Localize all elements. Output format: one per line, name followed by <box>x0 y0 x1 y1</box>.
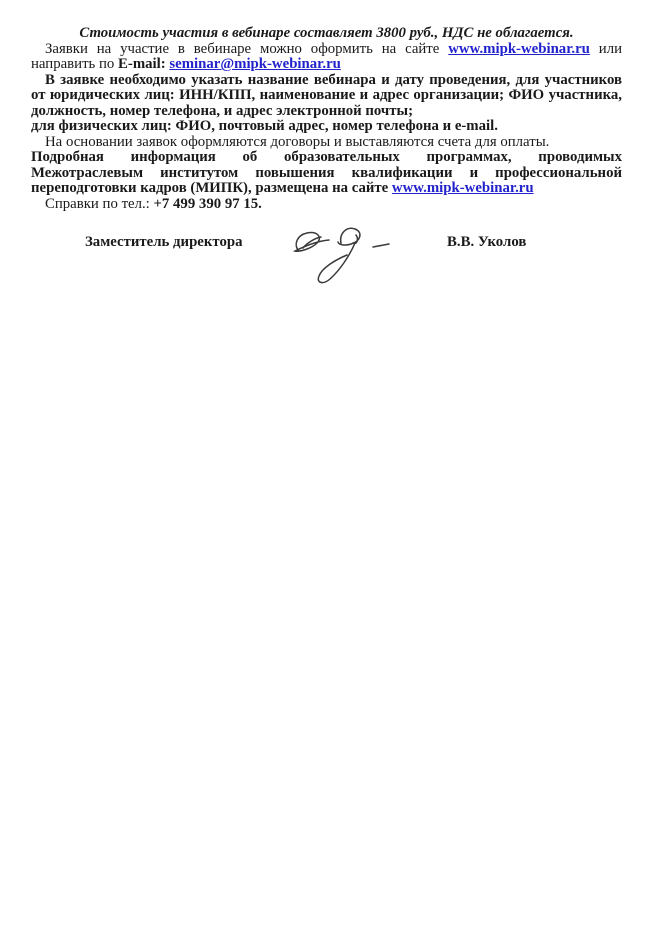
requirements-paragraph: В заявке необходимо указать название вебинара и дату проведения, для участников от юридических лиц: ИНН/КПП, наименование и адрес организации; ФИО участника, должность, номер телефона, и адрес электронной почты; <box>31 71 622 119</box>
application-text-2: или направить по <box>31 40 623 72</box>
info-paragraph <box>31 150 622 197</box>
info-text: Подробная информация об образовательных программах, проводимых Межотраслевым институтом повышения квалификации и профессиональной переподготовки кадров (МИПК), размещена на сайте <box>31 149 622 196</box>
email-label: E-mail: <box>118 56 170 72</box>
signature-image <box>289 221 401 293</box>
individuals-line: для физических лиц: ФИО, почтовый адрес, номер телефона и e-mail. <box>31 118 498 134</box>
application-text-1: Заявки на участие в вебинаре можно оформить на сайте <box>45 40 449 57</box>
signature-block <box>31 235 622 310</box>
email-link[interactable]: seminar@mipk-webinar.ru <box>169 56 341 72</box>
phone-number: +7 499 390 97 15. <box>153 195 262 212</box>
document-content <box>31 26 622 310</box>
signatory-title: Заместитель директора <box>85 234 243 250</box>
site-link[interactable]: www.mipk-webinar.ru <box>448 40 590 57</box>
price-line: Стоимость участия в вебинаре составляет 3800 руб., НДС не облагается. <box>79 25 574 41</box>
application-paragraph <box>31 42 622 73</box>
info-site-link[interactable]: www.mipk-webinar.ru <box>391 180 534 196</box>
contracts-line: На основании заявок оформляются договоры и выставляются счета для оплаты. <box>45 133 550 150</box>
phone-label: Справки по тел.: <box>45 195 154 212</box>
phone-line <box>31 197 622 213</box>
signatory-name: В.В. Уколов <box>447 234 527 250</box>
